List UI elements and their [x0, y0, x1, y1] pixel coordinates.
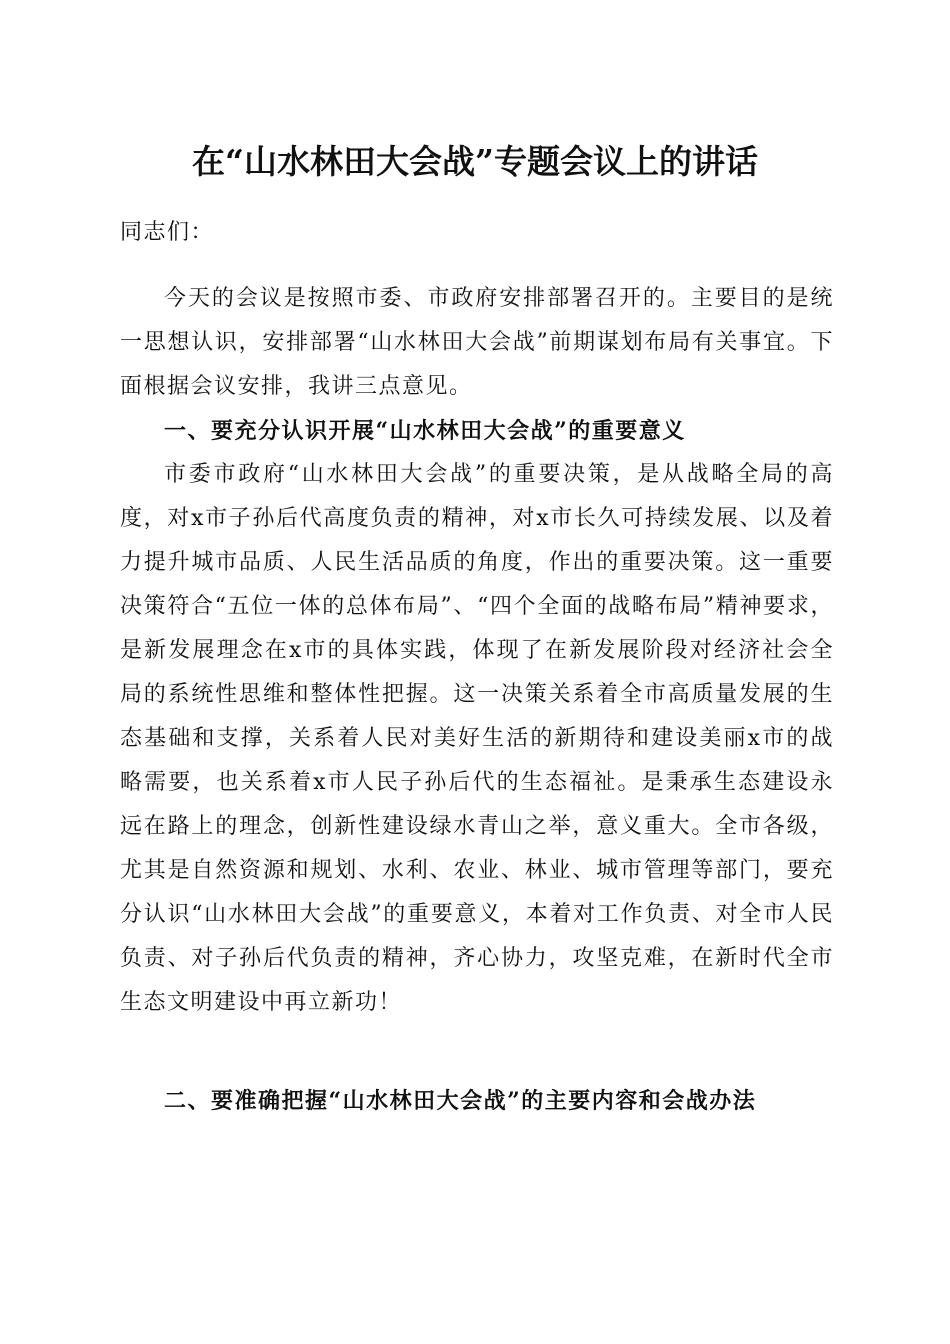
paragraph-intro: 今天的会议是按照市委、市政府安排部署召开的。主要目的是统一思想认识，安排部署“山水林田大会战”前期谋划布局有关事宜。下面根据会议安排，我讲三点意见。 [120, 286, 834, 399]
document-title: 在“山水林田大会战”专题会议上的讲话 [192, 142, 758, 181]
section-heading-2: 二、要准确把握“山水林田大会战”的主要内容和会战办法 [164, 1088, 757, 1114]
section-heading-1: 一、要充分认识开展“山水林田大会战”的重要意义 [164, 418, 686, 444]
paragraph-significance: 市委市政府“山水林田大会战”的重要决策，是从战略全局的高度，对x市子孙后代高度负责的精神，对x市长久可持续发展、以及着力提升城市品质、人民生活品质的角度，作出的重要决策。这一重要决策符合“五位一体的总体布局”、“四个全面的战略布局”精神要求，是新发展理念在x市的具体实践，体现了在新发展阶段对经济社会全局的系统性思维和整体性把握。这一决策关系着全市高质量发展的生态基础和支撑，关系着人民对美好生活的新期待和建设美丽x市的战略需要，也关系着x市人民子孙后代的生态福祉。是秉承生态建设永远在路上的理念，创新性建设绿水青山之举，意义重大。全市各级，尤其是自然资源和规划、水利、农业、林业、城市管理等部门，要充分认识“山水林田大会战”的重要意义，本着对工作负责、对全市人民负责、对子孙后代负责的精神，齐心协力，攻坚克难，在新时代全市生态文明建设中再立新功！ [120, 462, 834, 1015]
salutation: 同志们： [120, 220, 215, 245]
